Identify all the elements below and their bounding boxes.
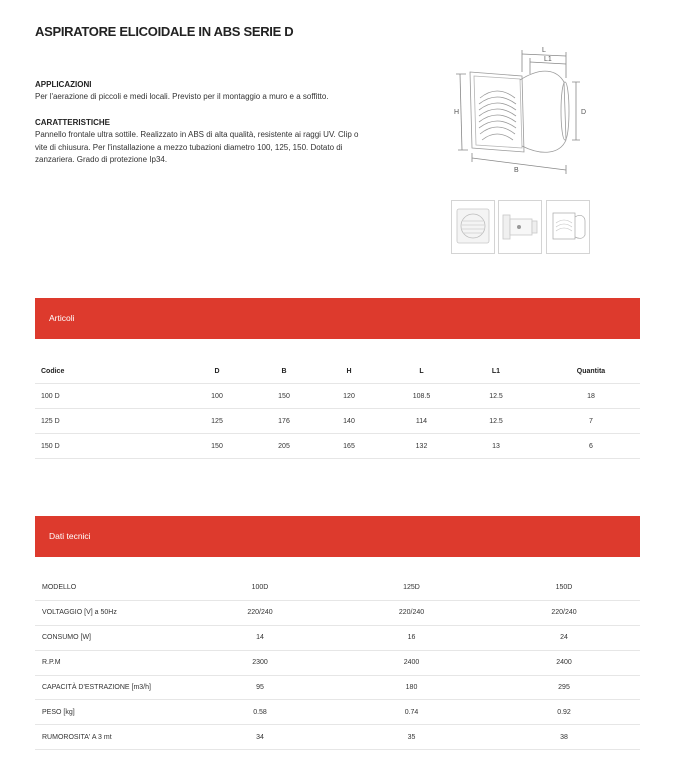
- cell: 7: [542, 409, 640, 434]
- cell: 108.5: [393, 384, 450, 409]
- applicazioni-heading: APPLICAZIONI: [35, 80, 92, 89]
- spec-label: CONSUMO [W]: [35, 625, 185, 650]
- spec-value: 100D: [185, 576, 335, 600]
- drawing-label-d: D: [581, 109, 587, 116]
- spec-label: RUMOROSITA' A 3 mt: [35, 725, 185, 750]
- technical-drawing: [452, 40, 602, 190]
- dati-tecnici-banner: [35, 516, 640, 557]
- drawing-label-b: B: [514, 167, 519, 174]
- spec-label: VOLTAGGIO [V] a 50Hz: [35, 600, 185, 625]
- caratteristiche-text: Pannello frontale ultra sottile. Realizzato in ABS di alta qualità, resistente ai raggi UV. Clip o vite di chiusura. Per l'installazione a mezzo tubazioni diametro 100, 125, 150. Dotato di zanzariera. Grado di protezione Ip34.: [35, 130, 359, 164]
- spec-value: 2300: [185, 650, 335, 675]
- spec-label: R.P.M: [35, 650, 185, 675]
- cell: 176: [263, 409, 305, 434]
- spec-value: 95: [185, 675, 335, 700]
- table-row: [35, 434, 640, 459]
- table-row: [35, 576, 640, 600]
- cell: 150: [171, 434, 263, 459]
- thumbnail-drawing-view[interactable]: [546, 200, 590, 254]
- spec-value: 0.58: [185, 700, 335, 725]
- drawing-label-h: H: [454, 109, 460, 116]
- spec-value: 38: [488, 725, 640, 750]
- col-quantita: Quantita: [542, 359, 640, 384]
- spec-value: 24: [488, 625, 640, 650]
- table-row: [35, 409, 640, 434]
- cell: 13: [450, 434, 542, 459]
- spec-value: 2400: [335, 650, 488, 675]
- col-b: B: [263, 359, 305, 384]
- cell: 120: [305, 384, 393, 409]
- spec-value: 180: [335, 675, 488, 700]
- caratteristiche-heading: CARATTERISTICHE: [35, 118, 110, 127]
- page-title: ASPIRATORE ELICOIDALE IN ABS SERIE D: [35, 24, 294, 39]
- table-row: [35, 725, 640, 750]
- dati-tecnici-table: [35, 576, 640, 750]
- spec-value: 35: [335, 725, 488, 750]
- spec-value: 220/240: [488, 600, 640, 625]
- spec-value: 150D: [488, 576, 640, 600]
- articoli-heading: Articoli: [49, 313, 75, 323]
- spec-value: 14: [185, 625, 335, 650]
- col-l: L: [393, 359, 450, 384]
- articoli-banner: [35, 298, 640, 339]
- spec-value: 2400: [488, 650, 640, 675]
- table-row: [35, 675, 640, 700]
- applicazioni-text: Per l'aerazione di piccoli e medi locali. Previsto per il montaggio a muro e a soffitto.: [35, 92, 329, 101]
- table-row: [35, 625, 640, 650]
- drawing-label-l: L: [542, 47, 546, 54]
- table-row: [35, 650, 640, 675]
- cell: 100: [171, 384, 263, 409]
- col-l1: L1: [450, 359, 542, 384]
- table-row: [35, 384, 640, 409]
- cell: 150: [263, 384, 305, 409]
- col-h: H: [305, 359, 393, 384]
- spec-value: 295: [488, 675, 640, 700]
- spec-label: PESO [kg]: [35, 700, 185, 725]
- spec-value: 125D: [335, 576, 488, 600]
- cell: 140: [305, 409, 393, 434]
- spec-value: 16: [335, 625, 488, 650]
- col-d: D: [171, 359, 263, 384]
- articoli-table: [35, 359, 640, 459]
- spec-label: CAPACITÀ D'ESTRAZIONE [m3/h]: [35, 675, 185, 700]
- spec-value: 220/240: [185, 600, 335, 625]
- spec-value: 0.74: [335, 700, 488, 725]
- articoli-header-row: [35, 359, 640, 384]
- thumbnail-front-view[interactable]: [451, 200, 495, 254]
- spec-value: 220/240: [335, 600, 488, 625]
- table-row: [35, 600, 640, 625]
- cell: 150 D: [35, 434, 171, 459]
- cell: 100 D: [35, 384, 171, 409]
- spec-value: 34: [185, 725, 335, 750]
- thumbnail-side-view[interactable]: [498, 200, 542, 254]
- dati-tecnici-heading: Dati tecnici: [49, 531, 91, 541]
- cell: 205: [263, 434, 305, 459]
- spec-value: 0.92: [488, 700, 640, 725]
- table-row: [35, 700, 640, 725]
- cell: 125: [171, 409, 263, 434]
- cell: 18: [542, 384, 640, 409]
- drawing-label-l1: L1: [544, 56, 552, 63]
- cell: 12.5: [450, 409, 542, 434]
- cell: 12.5: [450, 384, 542, 409]
- spec-label: MODELLO: [35, 576, 185, 600]
- cell: 132: [393, 434, 450, 459]
- cell: 125 D: [35, 409, 171, 434]
- cell: 114: [393, 409, 450, 434]
- cell: 6: [542, 434, 640, 459]
- col-codice: Codice: [35, 359, 171, 384]
- cell: 165: [305, 434, 393, 459]
